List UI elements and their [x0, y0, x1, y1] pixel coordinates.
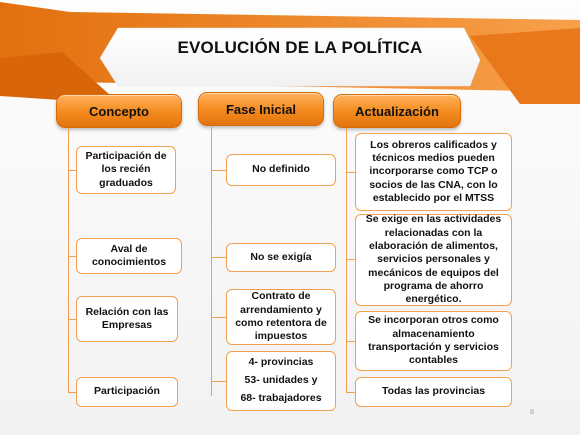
- connector-fase-vertical: [211, 126, 212, 396]
- concepto-item-1: Participación de los recién graduados: [76, 146, 176, 194]
- concepto-item-2: Aval de conocimientos: [76, 238, 182, 274]
- connector-concepto-2: [68, 256, 76, 257]
- connector-actualizacion-1: [346, 172, 355, 173]
- fase-item-4-line-2: 53- unidades y: [244, 374, 318, 387]
- fase-item-4: [226, 351, 336, 411]
- fase-item-3: Contrato de arrendamiento y como retentora de impuestos: [226, 289, 336, 345]
- concepto-item-4: Participación: [76, 377, 178, 407]
- connector-fase-3: [211, 317, 226, 318]
- fase-item-4-line-1: 4- provincias: [248, 356, 314, 369]
- connector-concepto-vertical: [68, 128, 69, 392]
- connector-fase-1: [211, 170, 226, 171]
- connector-actualizacion-vertical: [346, 128, 347, 392]
- header-fase-inicial: Fase Inicial: [198, 92, 324, 126]
- fase-item-1: No definido: [226, 154, 336, 186]
- connector-actualizacion-4: [346, 392, 355, 393]
- connector-concepto-4: [68, 392, 76, 393]
- connector-concepto-1: [68, 170, 76, 171]
- header-concepto: Concepto: [56, 94, 182, 128]
- connector-fase-4: [211, 381, 226, 382]
- actualizacion-item-4: Todas las provincias: [355, 377, 512, 407]
- page-number: 8: [530, 409, 534, 416]
- connector-concepto-3: [68, 319, 76, 320]
- connector-actualizacion-2: [346, 259, 355, 260]
- fase-item-2: No se exigía: [226, 243, 336, 272]
- actualizacion-item-3: Se incorporan otros como almacenamiento transportación y servicios contables: [355, 311, 512, 371]
- actualizacion-item-2: Se exige en las actividades relacionadas con la elaboración de alimentos, servicios personales y mecánicos de equipos del programa de ahorro energético.: [355, 214, 512, 306]
- slide-title: EVOLUCIÓN DE LA POLÍTICA: [177, 38, 423, 57]
- connector-actualizacion-3: [346, 341, 355, 342]
- connector-fase-2: [211, 257, 226, 258]
- concepto-item-3: Relación con las Empresas: [76, 296, 178, 342]
- actualizacion-item-1: Los obreros calificados y técnicos medios pueden incorporarse como TCP o socios de las CNA, con lo establecido por el MTSS: [355, 133, 512, 211]
- header-actualizacion: Actualización: [333, 94, 461, 128]
- fase-item-4-line-3: 68- trabajadores: [240, 392, 322, 405]
